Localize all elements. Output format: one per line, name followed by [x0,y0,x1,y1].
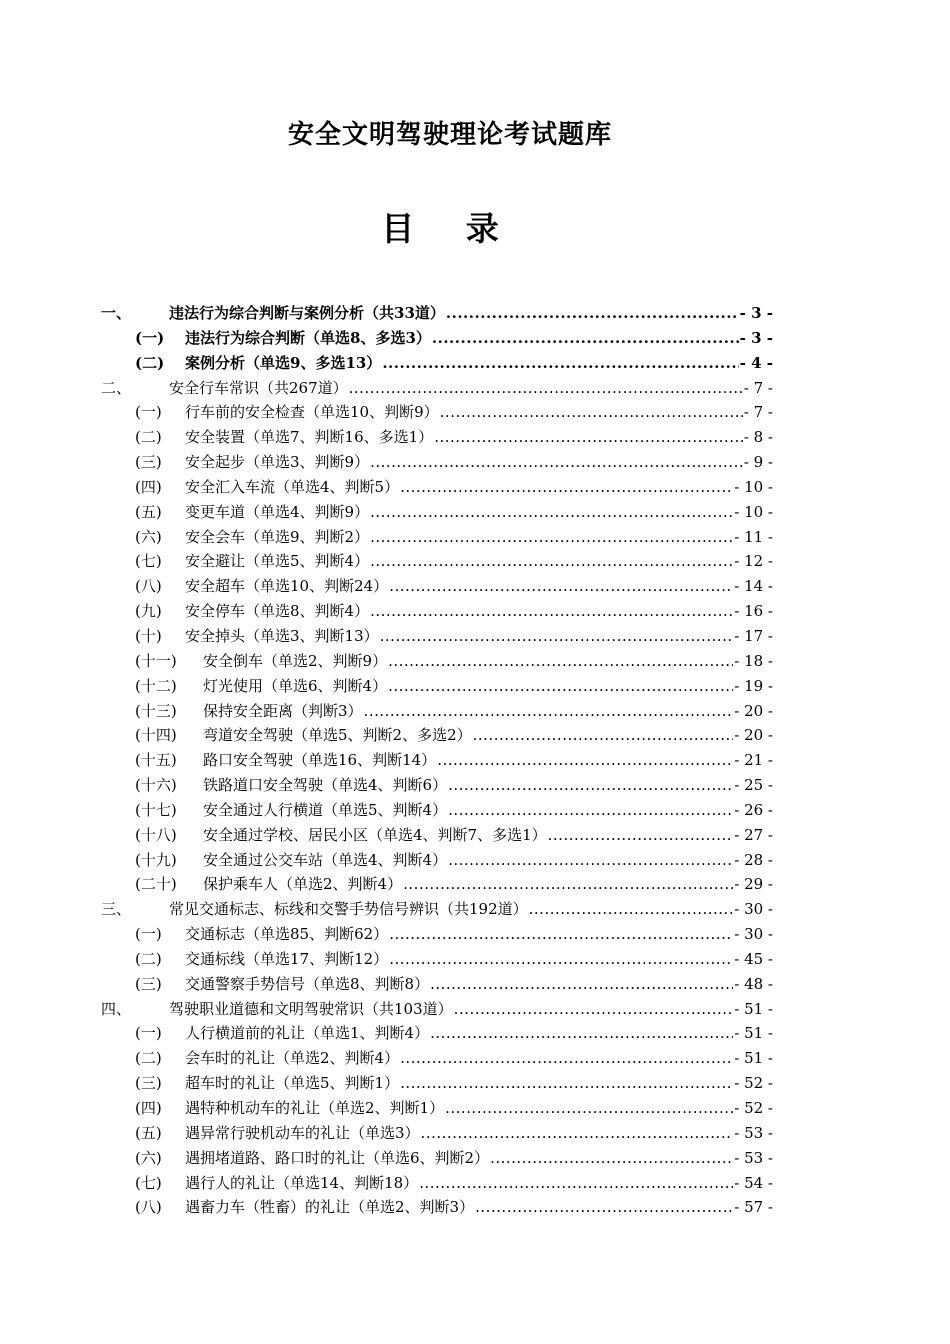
toc-entry-number: (二) [135,1049,162,1068]
toc-entry-title: 违法行为综合判断（单选8、多选3） [185,328,431,347]
toc-leader-dots [446,304,739,322]
toc-entry-title: 安全通过公交车站（单选4、判断4） [203,850,448,869]
toc-leader-dots [448,851,733,869]
toc-entry-number: (一) [135,403,162,422]
toc-leader-dots [370,528,733,546]
toc-leader-dots [432,329,739,347]
toc-entry-number: (四) [135,1099,162,1117]
toc-entry-number: (一) [135,1024,162,1043]
toc-leader-dots [445,1099,733,1117]
toc-leader-dots [548,826,734,844]
toc-entry-title: 安全会车（单选9、判断2） [185,527,370,546]
toc-entry[interactable] [101,327,773,352]
toc-entry-title: 保持安全距离（判断3） [203,701,363,720]
toc-leader-dots [364,702,734,720]
toc-entry-page: - 20 - [734,701,773,720]
toc-entry-number: (十二) [135,676,177,695]
toc-entry-title: 行车前的安全检查（单选10、判断9） [185,403,439,422]
toc-entry-title: 违法行为综合判断与案例分析（共33道） [169,304,445,322]
toc-entry[interactable] [101,799,773,824]
toc-entry[interactable] [101,724,773,749]
toc-entry-number: (七) [135,552,162,571]
toc-entry[interactable] [101,749,773,774]
toc-entry-number: (八) [135,577,162,596]
toc-entry-page: - 18 - [734,651,773,670]
toc-entry-page: - 3 - [739,304,773,322]
toc-leader-dots [448,801,733,819]
toc-entry[interactable] [101,675,773,700]
toc-entry-page: - 51 - [734,1024,773,1043]
toc-entry-title: 人行横道前的礼让（单选1、判断4） [185,1024,430,1043]
toc-entry-page: - 54 - [734,1173,773,1192]
toc-entry-number: (十六) [135,776,177,795]
toc-entry-page: - 30 - [734,900,773,919]
toc-entry[interactable] [101,1172,773,1197]
toc-leader-dots [389,950,733,968]
toc-entry-number: (十一) [135,651,177,670]
toc-entry-title: 安全避让（单选5、判断4） [185,552,370,571]
toc-entry-title: 安全停车（单选8、判断4） [185,602,370,621]
toc-entry-number: (四) [135,477,162,496]
toc-entry-title: 遇畜力车（牲畜）的礼让（单选2、判断3） [185,1198,475,1217]
toc-entry-number: (三) [135,974,162,993]
toc-entry-title: 交通标线（单选17、判断12） [185,949,389,968]
toc-entry[interactable] [101,600,773,625]
toc-entry[interactable] [101,923,773,948]
toc-entry-title: 超车时的礼让（单选5、判断1） [185,1074,400,1093]
toc-entry[interactable] [101,998,773,1023]
toc-entry[interactable] [101,1196,773,1221]
toc-entry[interactable] [101,948,773,973]
toc-entry-number: (十七) [135,800,177,819]
toc-entry[interactable] [101,898,773,923]
toc-entry-page: - 26 - [734,800,773,819]
toc-entry-number: (二) [135,949,162,968]
toc-entry[interactable] [101,1147,773,1172]
toc-entry[interactable] [101,302,773,327]
toc-entry-page: - 14 - [734,577,773,596]
toc-entry[interactable] [101,451,773,476]
toc-entry-number: (二) [135,428,162,447]
toc-entry-number: (八) [135,1198,162,1217]
toc-entry-number: 四、 [101,999,132,1018]
toc-entry-number: (十四) [135,726,177,745]
toc-entry-title: 安全倒车（单选2、判断9） [203,651,388,670]
toc-entry-title: 弯道安全驾驶（单选5、判断2、多选2） [203,726,472,745]
toc-leader-dots [388,677,733,695]
toc-entry-number: (十) [135,626,162,645]
toc-entry-number: (七) [135,1173,162,1192]
toc-entry[interactable] [101,501,773,526]
toc-entry[interactable] [101,1072,773,1097]
toc-entry-page: - 10 - [734,477,773,496]
toc-entry-page: - 20 - [734,726,773,745]
toc-entry-page: - 51 - [734,999,773,1018]
toc-entry-page: - 51 - [734,1049,773,1068]
toc-leader-dots [421,1124,734,1142]
toc-entry-number: 三、 [101,900,132,919]
toc-entry-page: - 25 - [734,776,773,795]
toc-entry-number: (五) [135,502,162,521]
toc-entry-page: - 45 - [734,949,773,968]
toc-entry-page: - 10 - [734,502,773,521]
toc-entry[interactable] [101,774,773,799]
toc-entry-title: 安全通过人行横道（单选5、判断4） [203,800,448,819]
toc-entry[interactable] [101,849,773,874]
toc-leader-dots [473,726,734,744]
toc-leader-dots [430,975,733,993]
toc-entry-number: (三) [135,1074,162,1093]
toc-entry-page: - 28 - [734,850,773,869]
toc-entry-number: 一、 [101,304,132,322]
toc-entry[interactable] [101,377,773,402]
toc-entry-title: 安全超车（单选10、判断24） [185,577,389,596]
toc-leader-dots [370,552,733,570]
toc-entry[interactable] [101,352,773,377]
document-title: 安全文明驾驶理论考试题库 [287,120,612,150]
toc-entry-title: 遇特种机动车的礼让（单选2、判断1） [185,1099,445,1117]
toc-entry[interactable] [101,1122,773,1147]
toc-leader-dots [430,1024,733,1042]
toc-entry-number: (十八) [135,825,177,844]
toc-entry-title: 保护乘车人（单选2、判断4） [203,875,403,894]
toc-entry-title: 变更车道（单选4、判断9） [185,502,370,521]
toc-leader-dots [380,627,734,645]
toc-leader-dots [454,1000,734,1018]
toc-entry-title: 路口安全驾驶（单选16、判断14） [203,751,437,770]
toc-entry-number: (六) [135,527,162,546]
toc-entry[interactable] [101,476,773,501]
toc-leader-dots [403,875,733,893]
toc-entry-number: (十九) [135,850,177,869]
toc-entry-page: - 4 - [739,353,773,372]
toc-entry[interactable] [101,550,773,575]
toc-entry-page: - 57 - [734,1198,773,1217]
toc-entry-title: 安全起步（单选3、判断9） [185,453,370,472]
toc-entry[interactable] [101,1047,773,1072]
toc-entry-page: - 30 - [734,925,773,944]
toc-entry-number: (二) [135,353,165,372]
toc-entry-number: (九) [135,602,162,621]
table-of-contents [101,302,773,1221]
toc-entry-page: - 21 - [734,751,773,770]
toc-leader-dots [389,577,733,595]
toc-entry[interactable] [101,1022,773,1047]
toc-leader-dots [349,379,743,397]
toc-entry-page: - 29 - [734,875,773,894]
toc-entry[interactable] [101,426,773,451]
toc-entry-page: - 48 - [734,974,773,993]
toc-entry-page: - 7 - [743,378,773,397]
toc-entry[interactable] [101,873,773,898]
toc-entry-number: 二、 [101,378,132,397]
toc-entry-title: 铁路道口安全驾驶（单选4、判断6） [203,776,448,795]
toc-entry-title: 安全掉头（单选3、判断13） [185,626,379,645]
toc-entry-number: (六) [135,1148,162,1167]
toc-entry-page: - 52 - [734,1099,773,1117]
toc-leader-dots [419,1174,733,1192]
toc-entry[interactable] [101,575,773,600]
toc-entry[interactable] [101,1097,773,1122]
toc-entry[interactable] [101,401,773,426]
toc-entry-title: 遇行人的礼让（单选14、判断18） [185,1173,419,1192]
toc-entry-page: - 53 - [734,1123,773,1142]
toc-entry[interactable] [101,973,773,998]
toc-leader-dots [400,478,733,496]
toc-entry-number: (五) [135,1123,162,1142]
toc-entry-page: - 12 - [734,552,773,571]
toc-entry-page: - 17 - [734,626,773,645]
toc-entry[interactable] [101,650,773,675]
toc-leader-dots [388,652,733,670]
toc-entry-page: - 7 - [743,403,773,422]
toc-leader-dots [400,1074,733,1092]
toc-leader-dots [370,602,733,620]
toc-entry-page: - 9 - [743,453,773,472]
toc-leader-dots [370,453,743,471]
toc-entry-number: (十五) [135,751,177,770]
toc-entry-number: (十三) [135,701,177,720]
toc-entry[interactable] [101,700,773,725]
toc-entry-page: - 11 - [734,527,773,546]
toc-leader-dots [529,900,734,918]
toc-entry-title: 安全装置（单选7、判断16、多选1） [185,428,434,447]
toc-leader-dots [382,354,738,372]
toc-entry-title: 驾驶职业道德和文明驾驶常识（共103道） [169,999,453,1018]
toc-entry-title: 会车时的礼让（单选2、判断4） [185,1049,400,1068]
toc-entry-page: - 3 - [739,328,773,347]
toc-entry-page: - 8 - [743,428,773,447]
toc-leader-dots [475,1198,733,1216]
toc-entry-number: (一) [135,925,162,944]
toc-entry-page: - 53 - [734,1148,773,1167]
toc-leader-dots [448,776,733,794]
toc-entry-title: 交通标志（单选85、判断62） [185,925,389,944]
toc-entry-page: - 16 - [734,602,773,621]
toc-leader-dots [400,1049,733,1067]
toc-entry-title: 安全通过学校、居民小区（单选4、判断7、多选1） [203,825,547,844]
toc-entry-number: (一) [135,328,165,347]
toc-entry-title: 安全汇入车流（单选4、判断5） [185,477,400,496]
toc-leader-dots [490,1149,733,1167]
toc-entry-number: (二十) [135,875,177,894]
toc-entry-title: 常见交通标志、标线和交警手势信号辨识（共192道） [169,900,528,919]
toc-entry-number: (三) [135,453,162,472]
toc-leader-dots [389,925,733,943]
toc-entry-title: 交通警察手势信号（单选8、判断8） [185,974,430,993]
toc-entry-title: 灯光使用（单选6、判断4） [203,676,388,695]
toc-entry-title: 遇拥堵道路、路口时的礼让（单选6、判断2） [185,1148,490,1167]
toc-entry[interactable] [101,824,773,849]
toc-leader-dots [370,503,733,521]
toc-heading: 目 录 [381,209,519,248]
toc-entry-title: 案例分析（单选9、多选13） [185,353,382,372]
toc-entry[interactable] [101,526,773,551]
toc-leader-dots [440,403,743,421]
toc-leader-dots [434,428,743,446]
toc-entry-title: 遇异常行驶机动车的礼让（单选3） [185,1123,420,1142]
toc-leader-dots [437,751,733,769]
toc-entry-page: - 52 - [734,1074,773,1093]
toc-entry-page: - 19 - [734,676,773,695]
toc-entry-title: 安全行车常识（共267道） [169,378,348,397]
toc-entry-page: - 27 - [734,825,773,844]
toc-entry[interactable] [101,625,773,650]
